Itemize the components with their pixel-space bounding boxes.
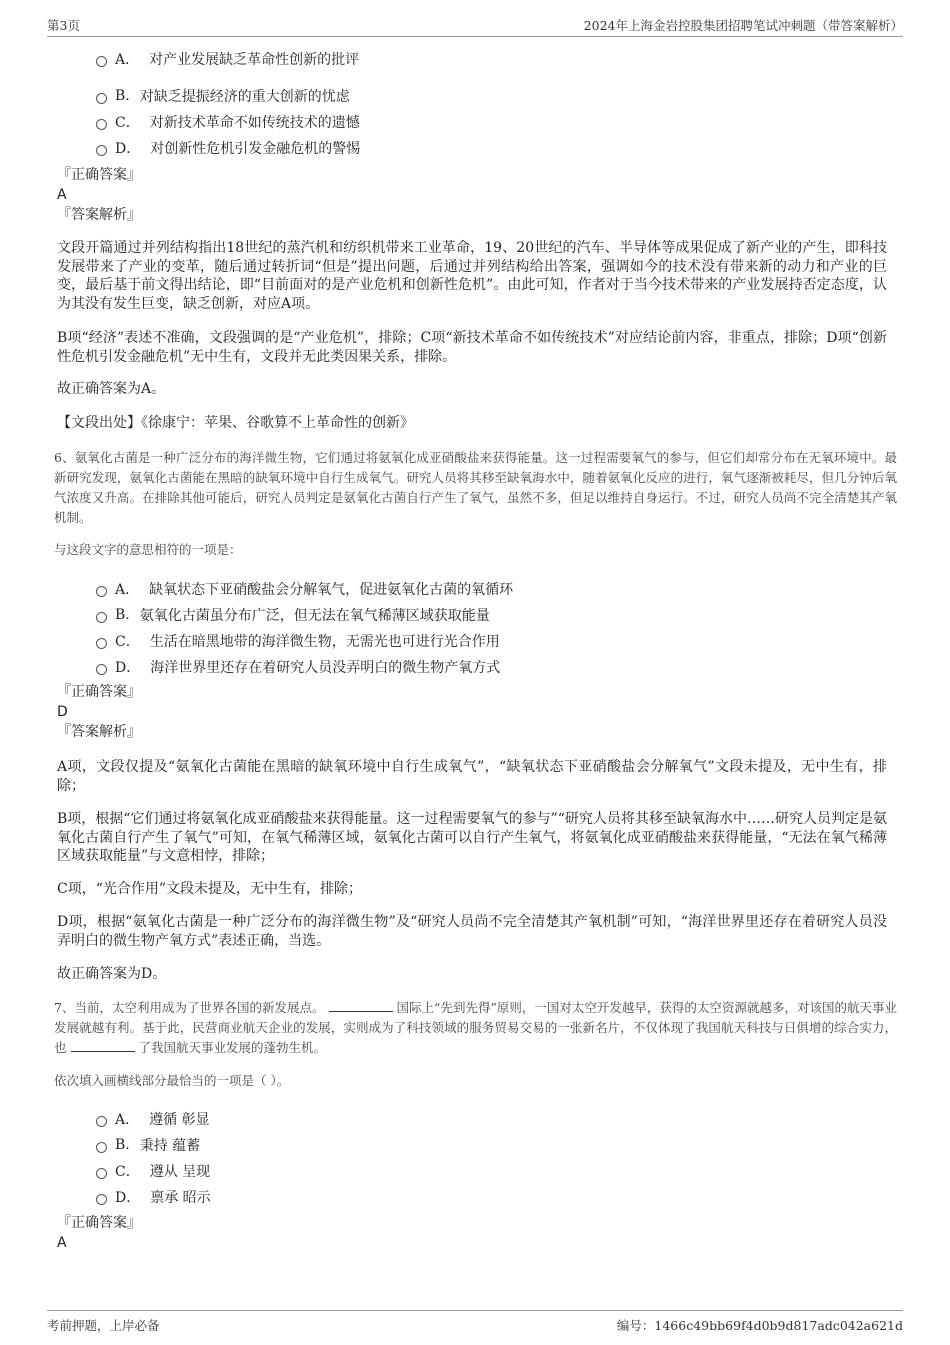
q5-analysis-2: B项“经济”表述不准确，文段强调的是“产业危机”，排除；C项“新技术革命不如传统技术”对应结论前内容，非重点，排除；D项“创新性危机引发金融危机”无中生有，文段并无此类因果关系，排除。 xyxy=(57,330,887,365)
page-number: 第3页 xyxy=(47,18,80,33)
radio-icon[interactable] xyxy=(96,1194,107,1205)
q6-analysis-d: D项，根据“氨氧化古菌是一种广泛分布的海洋微生物”及“研究人员尚不完全清楚其产氧机制”可知，“海洋世界里还存在着研究人员没弄明白的微生物产氧方式”表述正确，当选。 xyxy=(57,914,887,949)
radio-icon[interactable] xyxy=(96,638,107,649)
q6-analysis-b: B项，根据“它们通过将氨氧化成亚硝酸盐来获得能量。这一过程需要氧气的参与”“研究人员将其移至缺氧海水中……研究人员判定是氨氧化古菌自行产生了氧气”可知，在氧气稀薄区域，氨氧化古菌可以自行产生氧气，将氨氧化成亚硝酸盐来获得能量，“无法在氧气稀薄区域获取能量”与文意相悖，排除； xyxy=(57,811,887,864)
q5-option-a[interactable]: A． 对产业发展缺乏革命性创新的批评 xyxy=(96,46,359,72)
q7-options xyxy=(96,1106,211,1210)
q7-answer-label: 『正确答案』 xyxy=(57,1215,141,1231)
q7-option-b[interactable]: B. 秉持 蕴蓄 xyxy=(96,1132,211,1158)
q7-option-a[interactable]: A． 遵循 彰显 xyxy=(96,1106,211,1132)
q5-answer: A xyxy=(57,187,67,203)
q6-option-d[interactable]: D． 海洋世界里还存在着研究人员没弄明白的微生物产氧方式 xyxy=(96,654,513,680)
q6-option-b[interactable]: B. 氨氧化古菌虽分布广泛，但无法在氧气稀薄区域获取能量 xyxy=(96,602,513,628)
q7-option-d[interactable]: D． 禀承 昭示 xyxy=(96,1184,211,1210)
q7-stem: 7、当前，太空利用成为了世界各国的新发展点。 国际上“先到先得”原则，一国对太空开发越早，获得的太空资源就越多，对该国的航天事业发展就越有利。基于此，民营商业航天企业的发展，实则成为了科技领域的服务贸易交易的一张新名片，不仅体现了我国航天科技与日俱增的综合实力，也 了我国航天事业发展的蓬勃生机。 xyxy=(54,1000,897,1055)
q7-prompt: 依次填入画横线部分最恰当的一项是（ ）。 xyxy=(54,1073,290,1088)
footer-slogan: 考前押题，上岸必备 xyxy=(47,1318,160,1333)
q5-option-c[interactable]: C． 对新技术革命不如传统技术的遗憾 xyxy=(96,109,360,135)
q5-answer-label: 『正确答案』 xyxy=(57,167,141,183)
radio-icon[interactable] xyxy=(96,145,107,156)
radio-icon[interactable] xyxy=(96,612,107,623)
page-footer xyxy=(47,1310,903,1333)
q6-analysis-conclusion: 故正确答案为D。 xyxy=(57,966,167,982)
q5-options-rest xyxy=(96,83,360,161)
radio-icon[interactable] xyxy=(96,1142,107,1153)
fill-blank-2[interactable] xyxy=(71,1039,135,1052)
q5-option-d[interactable]: D． 对创新性危机引发金融危机的警惕 xyxy=(96,135,360,161)
q5-source: 【文段出处】《徐康宁：苹果、谷歌算不上革命性的创新》 xyxy=(57,415,414,431)
q6-answer-label: 『正确答案』 xyxy=(57,684,141,700)
q6-option-c[interactable]: C． 生活在暗黑地带的海洋微生物，无需光也可进行光合作用 xyxy=(96,628,513,654)
radio-icon[interactable] xyxy=(96,586,107,597)
fill-blank-1[interactable] xyxy=(329,999,393,1012)
q6-prompt: 与这段文字的意思相符的一项是： xyxy=(54,542,242,557)
q5-option-b[interactable]: B. 对缺乏提振经济的重大创新的忧虑 xyxy=(96,83,360,109)
q6-option-a[interactable]: A． 缺氧状态下亚硝酸盐会分解氧气，促进氨氧化古菌的氧循环 xyxy=(96,576,513,602)
q5-analysis-label: 『答案解析』 xyxy=(57,207,141,223)
radio-icon[interactable] xyxy=(96,1116,107,1127)
radio-icon[interactable] xyxy=(96,1168,107,1179)
q6-stem: 6、氨氧化古菌是一种广泛分布的海洋微生物，它们通过将氨氧化成亚硝酸盐来获得能量。这一过程需要氧气的参与，但它们却常分布在无氧环境中。最新研究发现，氨氧化古菌能在黑暗的缺氧环境中自行生成氧气。研究人员将其移至缺氧海水中，随着氨氧化反应的进行，氧气逐渐被耗尽，但几分钟后氧气浓度又升高。在排除其他可能后，研究人员判定是氨氧化古菌自行产生了氧气，虽然不多，但足以维持自身运行。不过，研究人员尚不完全清楚其产氧机制。 xyxy=(54,450,897,525)
q5-analysis-1: 文段开篇通过并列结构指出18世纪的蒸汽机和纺织机带来工业革命，19、20世纪的汽车、半导体等成果促成了新产业的产生，即科技发展带来了产业的变革，随后通过转折词“但是”提出问题，后通过并列结构给出答案，强调如今的技术没有带来新的动力和产业的巨变，最后基于前文得出结论，即“目前面对的是产业危机和创新性危机”。由此可知，作者对于当今技术带来的产业发展持否定态度，认为其没有发生巨变，缺乏创新，对应A项。 xyxy=(57,240,887,312)
q7-answer: A xyxy=(57,1235,67,1251)
q6-options xyxy=(96,576,513,680)
q5-options xyxy=(96,46,359,72)
radio-icon[interactable] xyxy=(96,56,107,67)
q6-analysis-c: C项，“光合作用”文段未提及，无中生有，排除； xyxy=(57,881,363,897)
radio-icon[interactable] xyxy=(96,664,107,675)
document-id: 编号：1466c49bb69f4d0b9d817adc042a621d xyxy=(616,1318,903,1333)
q6-analysis-a: A项，文段仅提及“氨氧化古菌能在黑暗的缺氧环境中自行生成氧气”，“缺氧状态下亚硝酸盐会分解氧气”文段未提及，无中生有，排除； xyxy=(57,759,887,794)
document-title: 2024年上海金岩控股集团招聘笔试冲刺题（带答案解析） xyxy=(583,18,903,33)
page-header xyxy=(47,14,903,37)
q5-analysis-3: 故正确答案为A。 xyxy=(57,381,166,397)
q6-analysis-label: 『答案解析』 xyxy=(57,724,141,740)
radio-icon[interactable] xyxy=(96,93,107,104)
q7-option-c[interactable]: C． 遵从 呈现 xyxy=(96,1158,211,1184)
q6-answer: D xyxy=(57,704,68,720)
radio-icon[interactable] xyxy=(96,119,107,130)
